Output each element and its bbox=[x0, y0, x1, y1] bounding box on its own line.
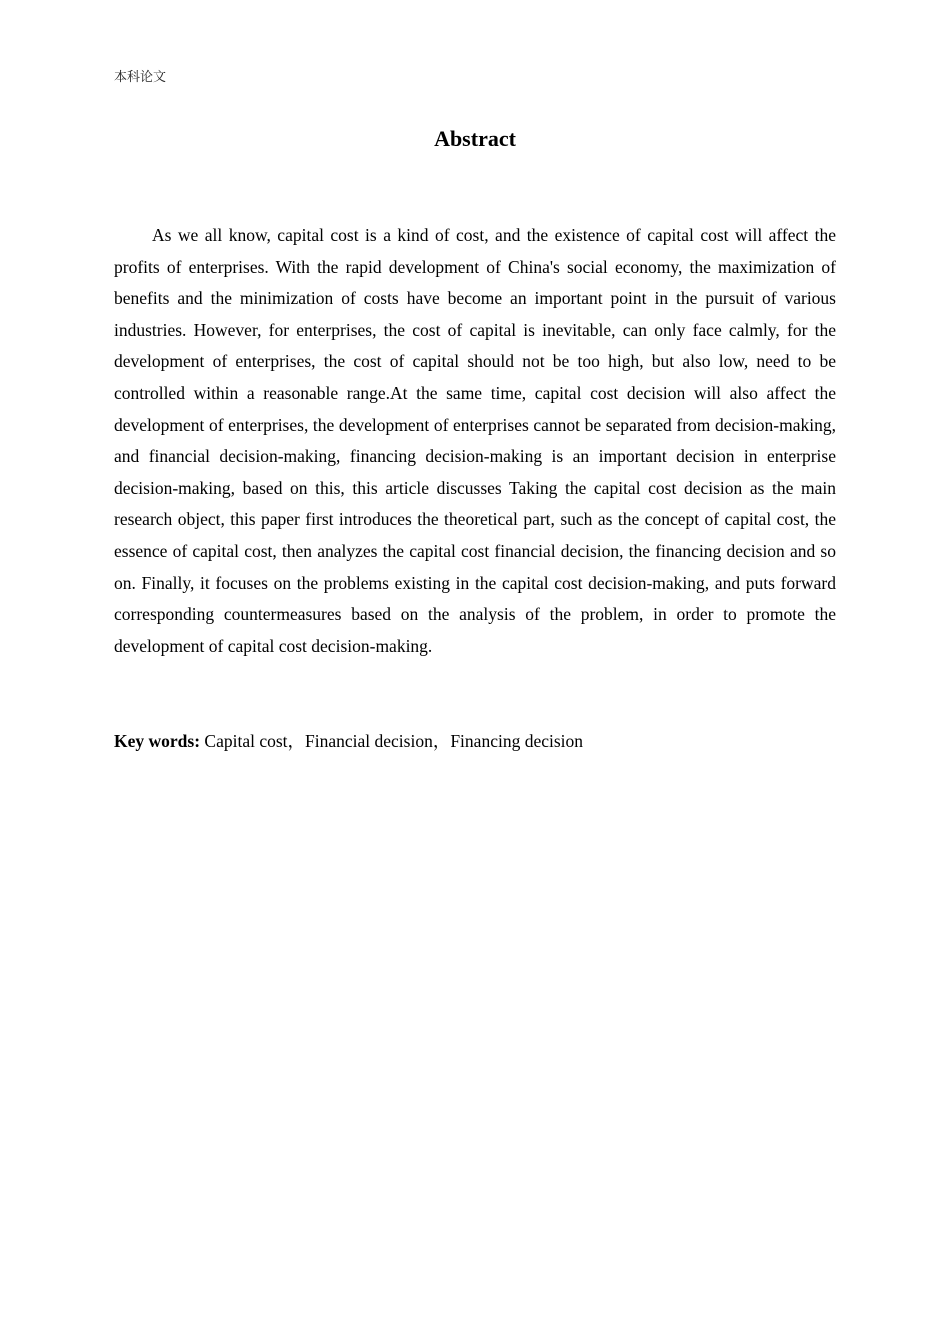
running-header: 本科论文 bbox=[114, 70, 167, 85]
abstract-title: Abstract bbox=[434, 126, 516, 151]
keywords-line bbox=[114, 727, 836, 755]
keywords-values: Capital cost，Financial decision，Financing decision bbox=[204, 731, 584, 751]
abstract-paragraph: As we all know, capital cost is a kind of cost, and the existence of capital cost will affect the profits of enterprises. With the rapid development of China's social economy, the maximization of benefits and the minimization of costs have become an important point in the pursuit of various industries. However, for enterprises, the cost of capital is inevitable, can only face calmly, for the development of enterprises, the cost of capital should not be too high, but also low, need to be controlled within a reasonable range.At the same time, capital cost decision will also affect the development of enterprises, the development of enterprises cannot be separated from decision-making, and financial decision-making, financing decision-making is an important decision in enterprise decision-making, based on this, this article discusses Taking the capital cost decision as the main research object, this paper first introduces the theoretical part, such as the concept of capital cost, the essence of capital cost, then analyzes the capital cost financial decision, the financing decision and so on. Finally, it focuses on the problems existing in the capital cost decision-making, and puts forward corresponding countermeasures based on the analysis of the problem, in order to promote the development of capital cost decision-making. bbox=[114, 225, 836, 656]
keywords-label: Key words: bbox=[114, 731, 201, 751]
